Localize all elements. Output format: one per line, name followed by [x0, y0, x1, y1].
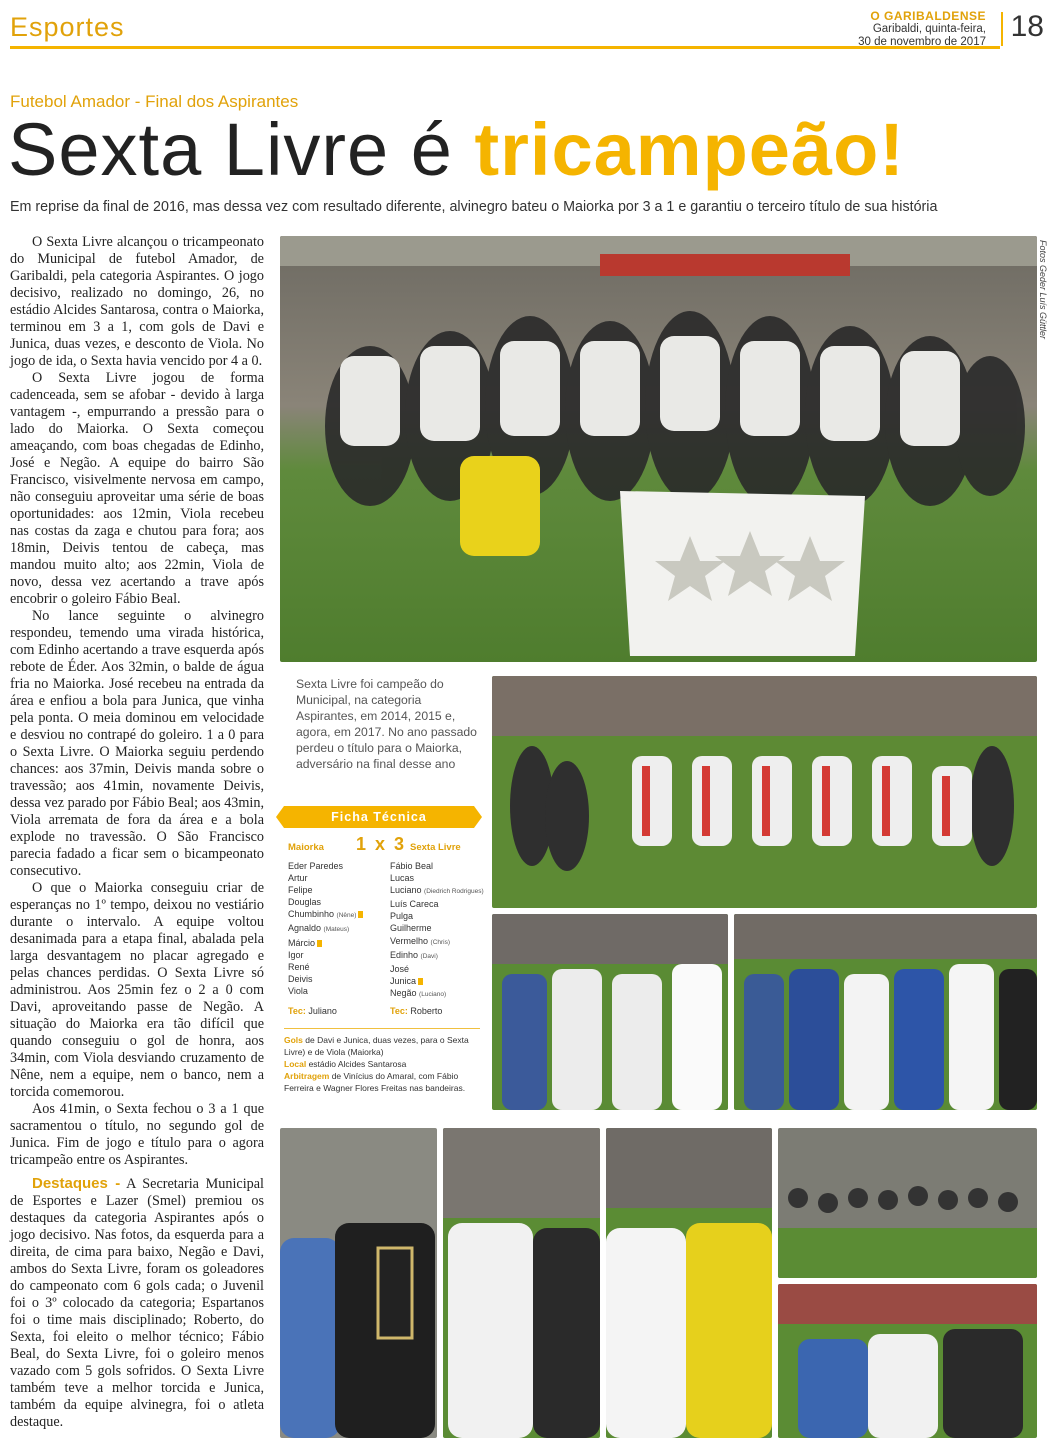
tec-label: Tec: — [288, 1006, 306, 1016]
roster-player — [288, 961, 384, 973]
award-photo-1 — [492, 914, 728, 1110]
tec-label: Tec: — [390, 1006, 408, 1016]
yellow-card-icon — [317, 940, 322, 947]
roster-player — [288, 896, 384, 908]
kicker: Futebol Amador - Final dos Aspirantes — [10, 92, 299, 111]
paragraph: No lance seguinte o alvinegro respondeu, temendo uma virada histórica, com Edinho acertando a trave esquerda após rebote de Éder. Aos 32min, o balde de água fria no Maiorka. José recebeu na entrada da área e enfiou a bola para Junica, que vinha pela ponta. O meia dominou em velocidade e desviou no contrapé do goleiro. 1 a 0 para o Sexta Livre. O Maiorka seguiu perdendo chances: aos 37min, Deivis manda sobre o travessão; aos 41min, novamente Deivis, dessa vez parado por Fábio Beal; aos 43min, Viola arremata de fora da área e a bola explode no travessão. O São Francisco parecia fadado a ficar sem o bicampeonato consecutivo. — [10, 608, 264, 879]
player-name: José — [390, 963, 410, 974]
roster-player — [288, 860, 384, 872]
yellow-card-icon — [358, 911, 363, 918]
home-team: Maiorka — [288, 842, 324, 853]
roster-player — [288, 937, 384, 949]
header-rule — [10, 46, 1000, 49]
photo-caption: Sexta Livre foi campeão do Municipal, na categoria Aspirantes, em 2014, 2015 e, agora, em 2017. No ano passado perdeu o título para o Maiorka, adversário na final desse ano — [296, 677, 477, 771]
headline-part-1: Sexta Livre é — [8, 108, 475, 191]
destaques-text: A Secretaria Municipal de Esportes e Lazer (Smel) premiou os destaques da categoria Aspirantes após o jogo decisivo. Nas fotos, da esquerda para a direita, de cima para baixo, Negão e Davi, ambos do Sexta Livre, foram os goleadores do campeonato com 6 gols cada; o Juvenil foi o 3º colocado da categoria; Espartanos foi o time mais disciplinado; Roberto, do Sexta, foi eleito o melhor técnico; Fábio Beal, do Sexta Livre, foi o goleiro menos vazado com 5 gols sofridos. O Sexta Livre também teve a melhor torcida e Junica, também da equipe alvinegra, foi o atleta destaque. — [10, 1176, 264, 1430]
destaques-paragraph — [10, 1175, 264, 1431]
away-roster — [390, 860, 486, 1001]
player-name: Igor — [288, 949, 304, 960]
referee-label: Arbitragem — [284, 1071, 330, 1081]
player-name: Guilherme — [390, 923, 432, 934]
headline-highlight: tricampeão! — [474, 108, 905, 191]
award-photo-4 — [443, 1128, 600, 1438]
roster-player — [390, 975, 486, 987]
newspaper-info — [858, 10, 986, 49]
player-name: René — [288, 961, 310, 972]
player-sub-note: (Luciano) — [419, 990, 447, 998]
venue-label: Local — [284, 1059, 307, 1069]
award-photo-2 — [734, 914, 1037, 1110]
away-coach — [390, 1006, 442, 1016]
player-name: Deivis — [288, 973, 313, 984]
paragraph: Aos 41min, o Sexta fechou o 3 a 1 que sacramentou o título, no segundo gol de Junica. Fim de jogo e título para o agora tricampeão entre os Aspirantes. — [10, 1101, 264, 1168]
destaques-label: Destaques - — [32, 1175, 121, 1192]
away-team: Sexta Livre — [410, 842, 461, 853]
roster-player — [390, 949, 486, 963]
player-name: Viola — [288, 985, 308, 996]
deck: Em reprise da final de 2016, mas dessa vez com resultado diferente, alvinegro bateu o Maiorka por 3 a 1 e garantiu o terceiro título de sua história — [10, 199, 938, 215]
roster-player — [288, 985, 384, 997]
ficha-divider — [284, 1028, 480, 1029]
section-label: Esportes — [10, 12, 125, 42]
player-sub-note: (Diedrich Rodrigues) — [424, 888, 484, 896]
roster-player — [390, 910, 486, 922]
player-name: Artur — [288, 873, 308, 884]
team-photo — [280, 236, 1037, 662]
roster-player — [288, 908, 384, 922]
roster-player — [390, 860, 486, 872]
player-name: Agnaldo — [288, 923, 322, 934]
goals-info — [284, 1034, 480, 1058]
roster-player — [288, 922, 384, 936]
player-name: Luís Careca — [390, 899, 439, 910]
home-coach-name: Juliano — [308, 1006, 337, 1016]
photo-credit: Fotos Geder Luís Güttler — [1038, 240, 1048, 340]
goals-text: de Davi e Junica, duas vezes, para o Sexta Livre) e de Viola (Maiorka) — [284, 1035, 469, 1057]
home-coach — [288, 1006, 337, 1016]
player-sub-note: (Chris) — [430, 938, 451, 946]
match-info — [284, 1034, 480, 1094]
player-name: Fábio Beal — [390, 861, 434, 871]
dateline-line-1: Garibaldi, quinta-feira, — [872, 23, 986, 35]
page-number: 18 — [1010, 10, 1044, 43]
roster-player — [390, 872, 486, 884]
newspaper-name: O GARIBALDENSE — [870, 9, 986, 23]
referee-info — [284, 1070, 480, 1094]
player-name: Douglas — [288, 897, 322, 908]
headline — [8, 107, 905, 193]
player-name: Lucas — [390, 873, 415, 884]
section-title — [10, 12, 125, 43]
player-name: Junica — [390, 975, 417, 986]
score: 1 x 3 — [356, 834, 407, 854]
crowd-photo — [778, 1128, 1037, 1278]
player-sub-note: (Mateus) — [323, 926, 350, 934]
player-sub-note: (Davi) — [420, 952, 438, 960]
roster-player — [390, 898, 486, 910]
player-name: Negão — [390, 987, 417, 998]
yellow-card-icon — [418, 978, 423, 985]
roster-player — [288, 884, 384, 896]
page-divider — [1001, 12, 1003, 46]
player-name: Márcio — [288, 937, 316, 948]
award-photo-6 — [778, 1284, 1037, 1438]
roster-player — [390, 922, 486, 934]
roster-player — [288, 973, 384, 985]
venue-info — [284, 1058, 480, 1070]
player-name: Edinho — [390, 949, 419, 960]
player-name: Eder Paredes — [288, 861, 344, 871]
player-name: Chumbinho — [288, 909, 335, 920]
roster-player — [390, 935, 486, 949]
roster-player — [288, 872, 384, 884]
roster-player — [390, 884, 486, 898]
roster-player — [390, 987, 486, 1001]
award-photo-5 — [606, 1128, 772, 1438]
score-line — [284, 834, 480, 860]
paragraph: O Sexta Livre alcançou o tricampeonato do Municipal de futebol Amador, de Garibaldi, pela categoria Aspirantes. O jogo decisivo, realizado no domingo, 26, no estádio Alcides Santarosa, contra o Maiorka, terminou em 3 a 1, com gols de Davi e Junica, duas vezes, e desconto de Viola. No jogo de ida, o Sexta havia vencido por 4 a 0. — [10, 234, 264, 369]
player-name: Luciano — [390, 885, 422, 896]
paragraph: O que o Maiorka conseguiu criar de esperanças no 1º tempo, deixou no vestiário durante o intervalo. A equipe voltou desanimada para a etapa final, abalada pela larga desvantagem no placar agregado e pelas chances perdidas. O Sexta Livre só administrou. Aos 25min fez o 2 a 0 com Davi, aproveitando passe de Negão. A situação do Maiorka era tão difícil que quando conseguiu o gol de honra, aos 34min, com Viola desviando cruzamento de Nêne, nem a equipe, nem o banco, nem a torcida comemorou. — [10, 880, 264, 1100]
maiorka-team-photo — [492, 676, 1037, 908]
player-name: Pulga — [390, 911, 414, 922]
dateline-line-2: 30 de novembro de 2017 — [858, 36, 986, 48]
player-name: Felipe — [288, 885, 313, 896]
award-photo-3 — [280, 1128, 437, 1438]
paragraph: O Sexta Livre jogou de forma cadenceada, sem se afobar - devido à larga vantagem -, empurrando a pressão para o lado do Maiorka. O Sexta começou ameaçando, com boas chegadas de Edinho, José e Negão. A equipe do bairro São Francisco, visivelmente nervosa em campo, não conseguiu aproveitar uma série de boas oportunidades: aos 12min, Viola recebeu nas costas da zaga e chutou para fora; aos 18min, Deivis tentou de cabeça, mas mandou muito alto; aos 22min, Viola de novo, dessa vez acertando a trave após encobrir o goleiro Fábio Beal. — [10, 370, 264, 607]
ficha-tecnica-title: Ficha Técnica — [284, 806, 474, 828]
player-name: Vermelho — [390, 935, 429, 946]
article-body — [10, 234, 264, 1431]
venue-text: estádio Alcides Santarosa — [306, 1059, 407, 1069]
player-sub-note: (Nêne) — [336, 912, 357, 920]
roster-player — [288, 949, 384, 961]
home-roster — [288, 860, 384, 997]
away-coach-name: Roberto — [410, 1006, 443, 1016]
referee-text: de Vinícius do Amaral, com Fábio Ferreira e Wagner Flores Freitas nas bandeiras. — [284, 1071, 466, 1093]
roster-player — [390, 963, 486, 975]
goals-label: Gols — [284, 1035, 303, 1045]
